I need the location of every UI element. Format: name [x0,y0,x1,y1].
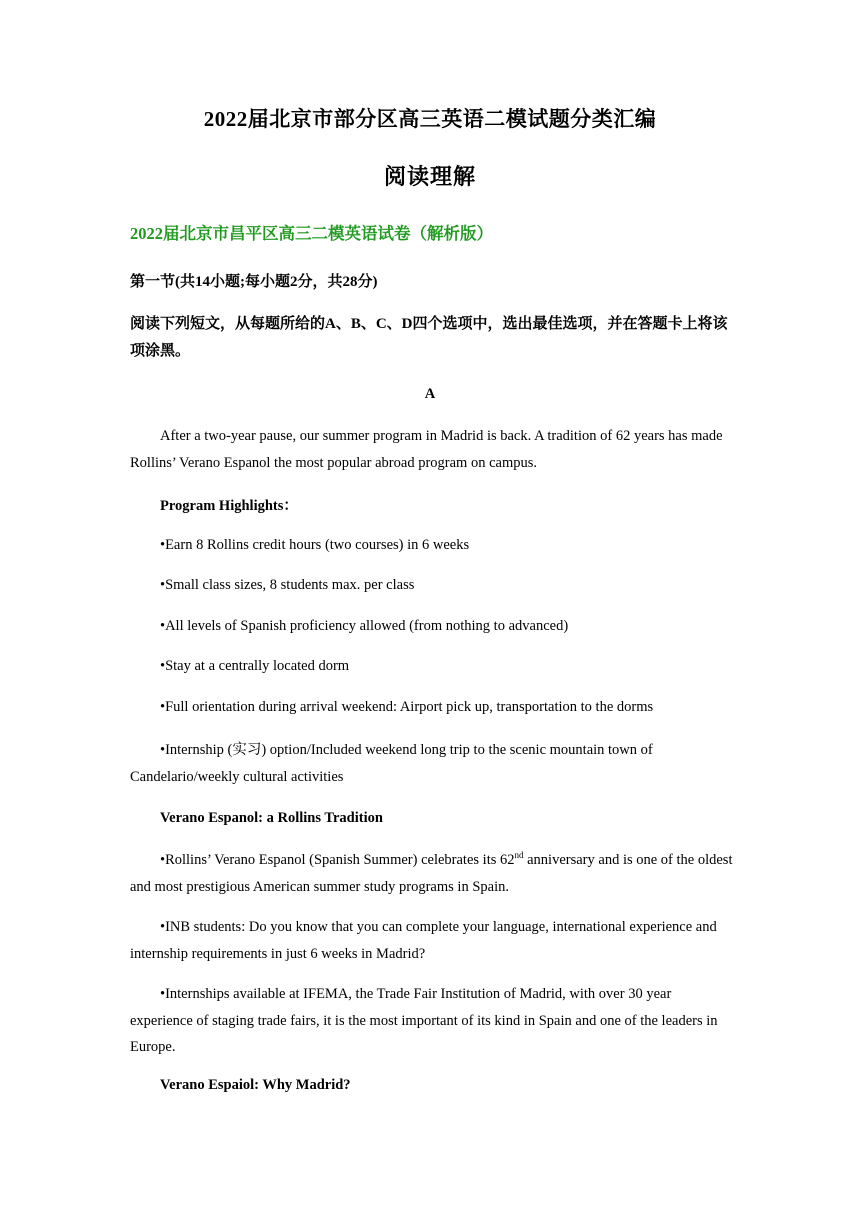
highlight-item: •Internship (实习) option/Included weekend long trip to the scenic mountain town of Candelario/weekly cultural activities [130,742,653,785]
tradition-paragraph [130,847,735,900]
instructions: 阅读下列短文，从每题所给的A、B、C、D四个选项中，选出最佳选项，并在答题卡上将该项涂黑。 [130,316,728,359]
highlight-item: •Small class sizes, 8 students max. per class [160,577,415,593]
highlight-item: •All levels of Spanish proficiency allowed (from nothing to advanced) [160,618,569,634]
tradition-paragraph: •INB students: Do you know that you can complete your language, international experience and internship requirements in just 6 weeks in Madrid? [130,919,717,962]
passage-label: A [424,386,436,402]
tradition-paragraph: •Internships available at IFEMA, the Trade Fair Institution of Madrid, with over 30 year experience of staging trade fairs, it is the most important of its kind in Spain and one of the leaders in Europe. [130,986,718,1055]
section-title: 2022届北京市昌平区高三二模英语试卷（解析版） [130,224,493,243]
document-subtitle: 阅读理解 [383,164,476,189]
tradition-text-start: •Rollins’ Verano Espanol (Spanish Summer) celebrates its 62 [160,852,515,868]
highlights-heading: Program Highlights： [160,498,298,514]
part-info: 第一节(共14小题;每小题2分，共28分) [130,274,378,290]
highlight-item: •Stay at a centrally located dorm [160,658,350,674]
tradition-text-end: anniversary and is one of the oldest and most prestigious American summer study programs in Spain. [130,852,733,895]
ordinal-suffix: nd [514,850,524,861]
highlight-item: •Full orientation during arrival weekend: Airport pick up, transportation to the dorms [160,699,654,715]
why-heading: Verano Espaiol: Why Madrid? [160,1077,351,1093]
passage-intro: After a two-year pause, our summer program in Madrid is back. A tradition of 62 years has made Rollins’ Verano Espanol the most popular abroad program on campus. [130,428,723,471]
tradition-heading: Verano Espanol: a Rollins Tradition [160,810,383,826]
highlight-item: •Earn 8 Rollins credit hours (two courses) in 6 weeks [160,537,470,553]
document-title: 2022届北京市部分区高三英语二模试题分类汇编 [203,107,657,131]
